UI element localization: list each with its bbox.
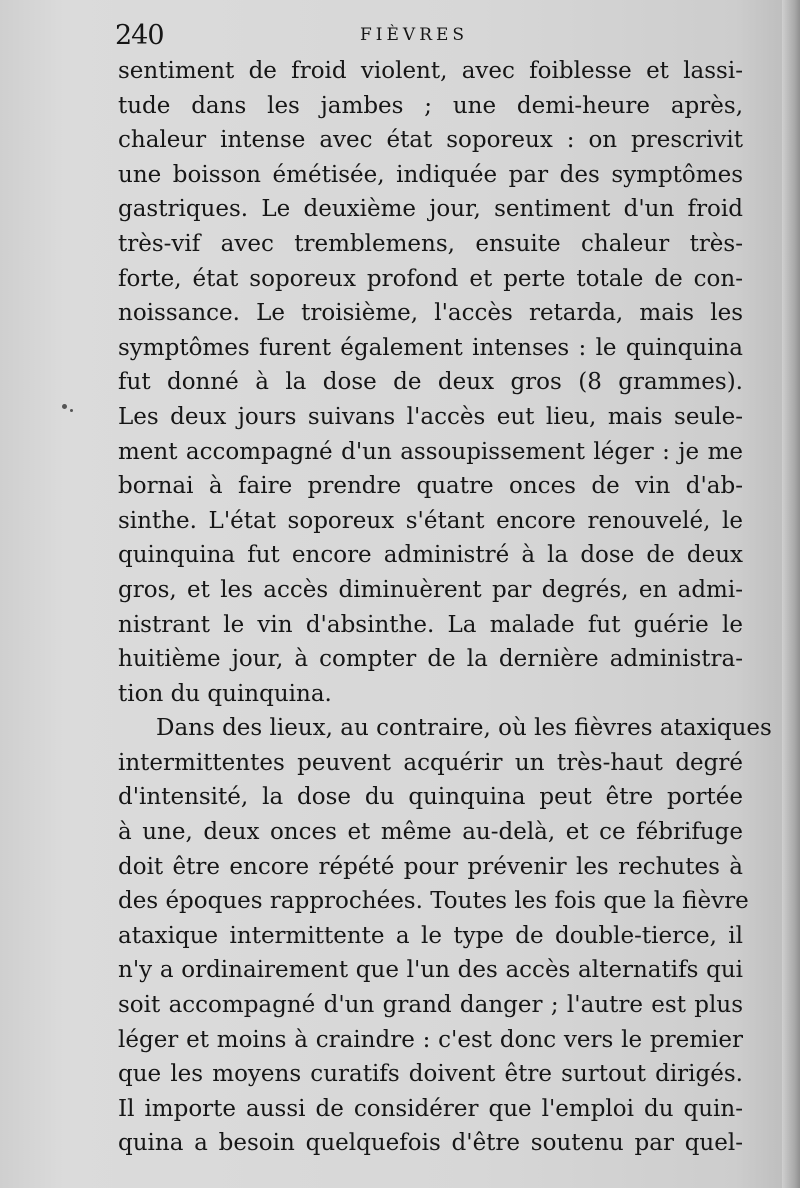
text-line: bornai à faire prendre quatre onces de vin d'ab- (118, 473, 743, 500)
text-line: Il importe aussi de considérer que l'emploi du quin- (118, 1095, 743, 1122)
text-line: Les deux jours suivans l'accès eut lieu, mais seule- (118, 403, 743, 430)
text-line: huitième jour, à compter de la dernière administra- (118, 646, 743, 673)
text-line: forte, état soporeux profond et perte totale de con- (118, 265, 743, 292)
text-line: n'y a ordinairement que l'un des accès alternatifs qui (118, 957, 743, 984)
text-line: très-vif avec tremblemens, ensuite chaleur très- (118, 230, 743, 257)
text-line: symptômes furent également intenses : le quinquina (118, 334, 743, 361)
text-line: quina a besoin quelquefois d'être soutenu par quel- (118, 1130, 743, 1157)
text-line: tion du quinquina. (118, 680, 332, 707)
text-line: léger et moins à craindre : c'est donc vers le premier (118, 1026, 743, 1053)
text-line: ment accompagné d'un assoupissement léger : je me (118, 438, 743, 465)
text-line: doit être encore répété pour prévenir les rechutes à (118, 853, 743, 880)
text-line: que les moyens curatifs doivent être surtout dirigés. (118, 1061, 743, 1088)
text-line: gastriques. Le deuxième jour, sentiment d'un froid (118, 196, 743, 223)
text-line: une boisson émétisée, indiquée par des symptômes (118, 161, 743, 188)
text-line: fut donné à la dose de deux gros (8 grammes). (118, 369, 743, 396)
page-number: 240 (115, 20, 164, 51)
text-line: gros, et les accès diminuèrent par degrés, en admi- (118, 576, 743, 603)
ink-speck (70, 409, 73, 412)
text-line: nistrant le vin d'absinthe. La malade fut guérie le (118, 611, 743, 638)
text-line: d'intensité, la dose du quinquina peut être portée (118, 784, 743, 811)
running-title: FIÈVRES (360, 25, 469, 45)
body-text (118, 54, 772, 1161)
text-line: intermittentes peuvent acquérir un très-haut degré (118, 749, 743, 776)
text-line: quinquina fut encore administré à la dose de deux (118, 542, 743, 569)
paragraph (118, 711, 772, 1161)
text-line: Dans des lieux, au contraire, où les fièvres ataxiques (156, 715, 772, 742)
text-line: ataxique intermittente a le type de double-tierce, il (118, 922, 743, 949)
text-line: noissance. Le troisième, l'accès retarda, mais les (118, 300, 743, 327)
text-line: chaleur intense avec état soporeux : on prescrivit (118, 127, 743, 154)
text-line: tude dans les jambes ; une demi-heure après, (118, 92, 743, 119)
text-line: des époques rapprochées. Toutes les fois que la fièvre (118, 888, 749, 915)
ink-speck (62, 404, 67, 409)
page-edge-shadow (782, 0, 800, 1188)
page-header (112, 18, 752, 54)
text-line: à une, deux onces et même au-delà, et ce fébrifuge (118, 819, 743, 846)
text-line: sentiment de froid violent, avec foiblesse et lassi- (118, 58, 743, 84)
text-line: sinthe. L'état soporeux s'étant encore renouvelé, le (118, 507, 743, 534)
text-line: soit accompagné d'un grand danger ; l'autre est plus (118, 992, 743, 1019)
paragraph (118, 54, 743, 711)
